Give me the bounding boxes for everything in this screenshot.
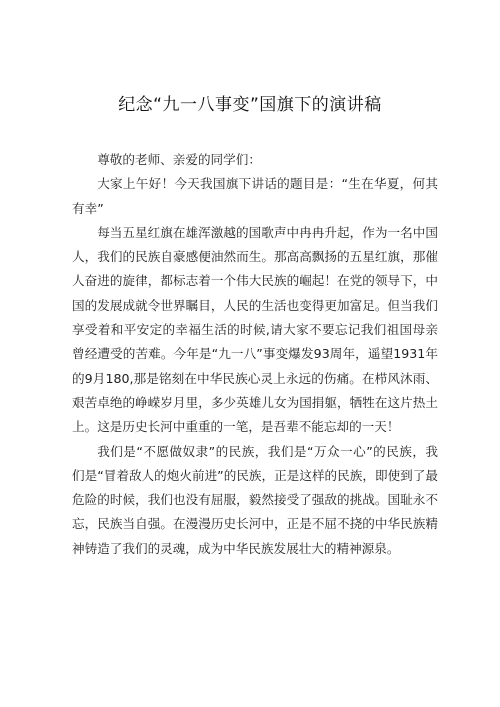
- paragraph: 我们是“不愿做奴隶”的民族，我们是“万众一心”的民族，我们是“冒着敌人的炮火前进”的民族，正是这样的民族，即使到了最危险的时候，我们也没有屈服，毅然接受了强敌的挑战。国耻永不忘，民族当自强。在漫漫历史长河中，正是不屈不挠的中华民族精神铸造了我们的灵魂，成为中华民族发展壮大的精神源泉。: [72, 443, 438, 556]
- document-body: [72, 148, 438, 561]
- document-title: 纪念“九一八事变”国旗下的演讲稿: [118, 95, 382, 115]
- salutation: 尊敬的老师、亲爱的同学们：: [97, 152, 261, 167]
- paragraph: 大家上午好！今天我国旗下讲话的题目是：“生在华夏，何其有幸”: [72, 176, 438, 216]
- paragraph: 每当五星红旗在雄浑激越的国歌声中冉冉升起，作为一名中国人，我们的民族自豪感便油然而生。那高高飘扬的五星红旗，那催人奋进的旋律，都标志着一个伟大民族的崛起！在党的领导下，中国的发展成就令世界瞩目，人民的生活也变得更加富足。但当我们享受着和平安定的幸福生活的时候,请大家不要忘记我们祖国母亲曾经遭受的苦难。今年是“九一八”事变爆发93周年，遥望1931年的9月180,那是铭刻在中华民族心灵上永远的伤痛。在栉风沐雨、艰苦卓绝的峥嵘岁月里，多少英雄儿女为国捐躯，牺牲在这片热土上。这是历史长河中重重的一笔，是吾辈不能忘却的一天！: [72, 224, 438, 435]
